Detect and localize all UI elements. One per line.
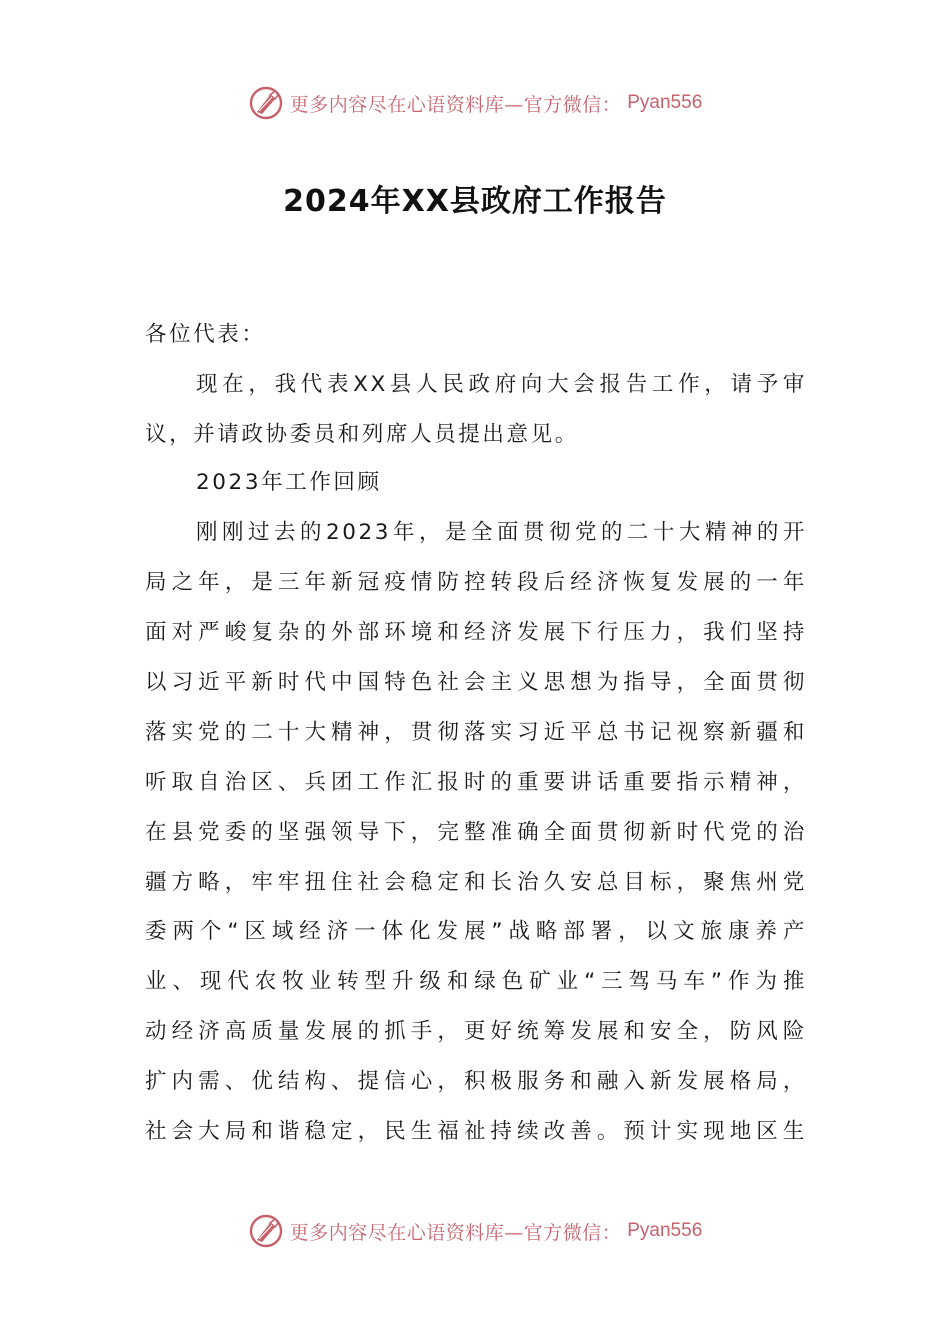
watermark-banner-top bbox=[0, 83, 950, 123]
watermark-wechat-id: Pyan556 bbox=[627, 92, 703, 113]
paragraph-line: 疆方略，牢牢扭住社会稳定和长治久安总目标，聚焦州党 bbox=[145, 870, 807, 895]
pen-nib-icon bbox=[248, 1213, 284, 1249]
paragraph-line: 社会大局和谐稳定，民生福祉持续改善。预计实现地区生 bbox=[145, 1119, 807, 1144]
section-heading: 2023年工作回顾 bbox=[196, 470, 382, 495]
paragraph-line: 听取自治区、兵团工作汇报时的重要讲话重要指示精神， bbox=[145, 770, 807, 795]
paragraph-line: 在县党委的坚强领导下，完整准确全面贯彻新时代党的治 bbox=[145, 820, 807, 845]
salutation: 各位代表： bbox=[145, 322, 266, 347]
pen-nib-icon bbox=[248, 85, 284, 121]
watermark-wechat-id: Pyan556 bbox=[627, 1220, 703, 1241]
watermark-text: 更多内容尽在心语资料库—官方微信： bbox=[289, 93, 622, 116]
watermark-banner-bottom bbox=[0, 1211, 950, 1251]
paragraph-line: 业、现代农牧业转型升级和绿色矿业“三驾马车”作为推 bbox=[145, 969, 807, 994]
paragraph-line: 局之年，是三年新冠疫情防控转段后经济恢复发展的一年 bbox=[145, 570, 807, 595]
document-title: 2024年XX县政府工作报告 bbox=[283, 184, 667, 219]
intro-line: 议，并请政协委员和列席人员提出意见。 bbox=[145, 422, 579, 447]
intro-line: 现在，我代表XX县人民政府向大会报告工作，请予审 bbox=[196, 372, 807, 397]
paragraph-line: 动经济高质量发展的抓手，更好统筹发展和安全，防风险 bbox=[145, 1019, 807, 1044]
paragraph-line: 刚刚过去的2023年，是全面贯彻党的二十大精神的开 bbox=[196, 520, 807, 545]
paragraph-line: 委两个“区域经济一体化发展”战略部署，以文旅康养产 bbox=[145, 919, 807, 944]
paragraph-line: 面对严峻复杂的外部环境和经济发展下行压力，我们坚持 bbox=[145, 620, 807, 645]
paragraph-line: 以习近平新时代中国特色社会主义思想为指导，全面贯彻 bbox=[145, 670, 807, 695]
watermark-text: 更多内容尽在心语资料库—官方微信： bbox=[289, 1221, 622, 1244]
paragraph-line: 扩内需、优结构、提信心，积极服务和融入新发展格局， bbox=[145, 1069, 807, 1094]
paragraph-line: 落实党的二十大精神，贯彻落实习近平总书记视察新疆和 bbox=[145, 720, 807, 745]
